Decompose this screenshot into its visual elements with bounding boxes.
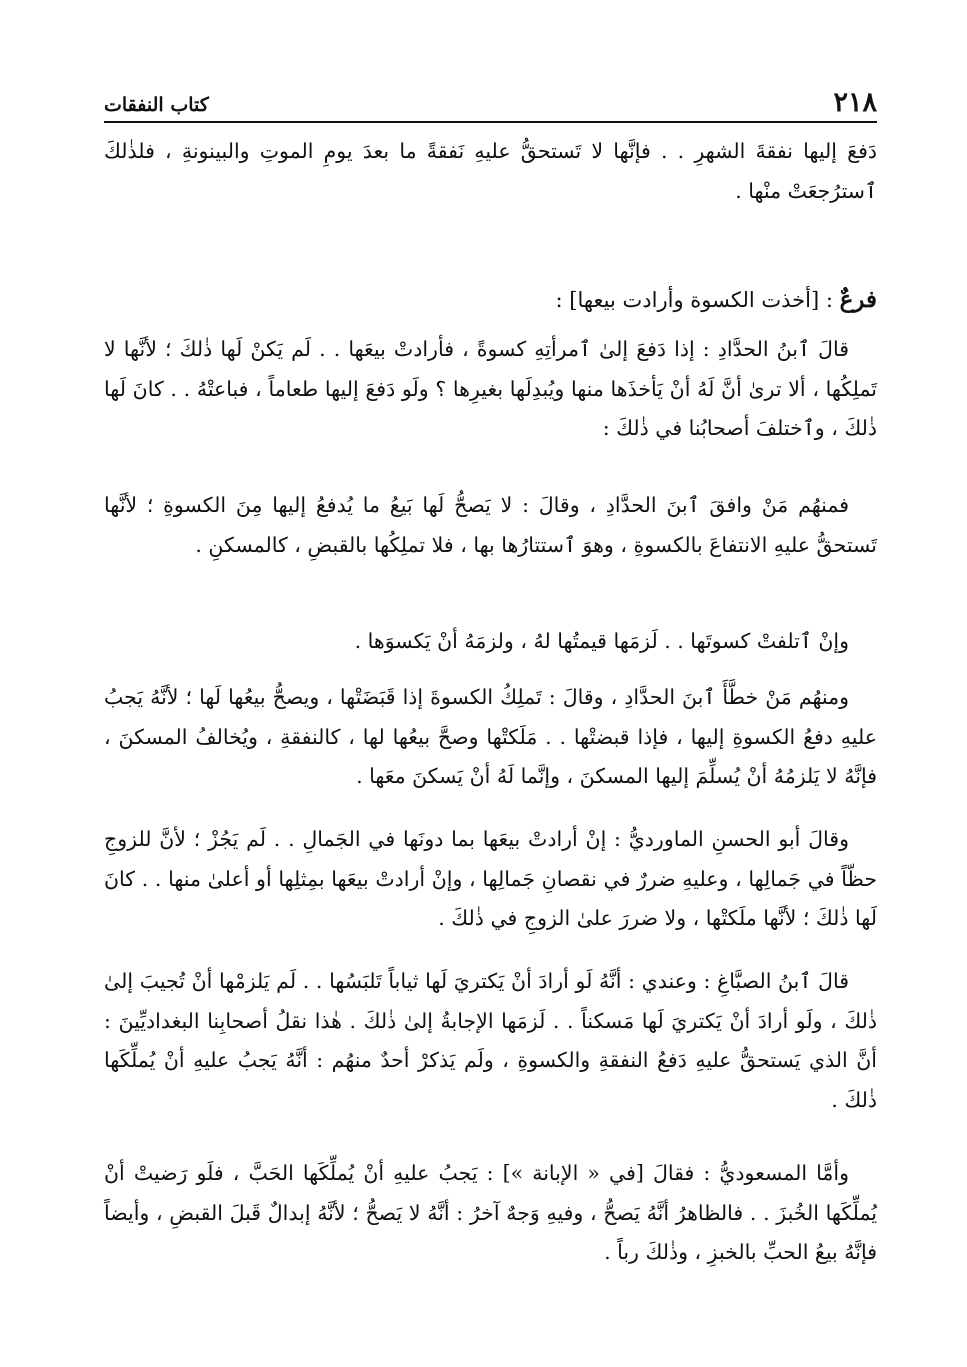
running-title: كتاب النفقات bbox=[104, 94, 209, 116]
continuation-paragraph: دَفعَ إليها نفقةَ الشهرِ . . فإنَّها لا تَستحقُّ عليهِ نَفقةً ما بعدَ يومِ الموتِ والبينونةِ ، فلذٰلكَ ٱسترُجعَتْ منْها . bbox=[104, 139, 877, 203]
section-heading bbox=[104, 282, 877, 318]
paragraph-text: ومنهُم مَنْ خطَّأَ ٱبنَ الحدَّادِ ، وقالَ : تَملِكُ الكسوةَ إذا قَبَضَتْها ، ويصحُّ بيعُها لَها ؛ لأنَّهُ يَجبُ عليهِ دفعُ الكسوةِ إليها ، فإذا قبضتْها . . مَلَكتْها وصحَّ بيعُها لها ، كالنفقةِ ، ويُخالفُ المسكنَ ، فإنَّهُ لا يَلزمُهُ أنْ يُسلِّمَ إليها المسكنَ ، وإنَّما لَهُ أنْ يَسكنَ معَها . bbox=[104, 685, 877, 788]
section-lead: فرعٌ bbox=[839, 286, 877, 313]
header-rule bbox=[104, 121, 877, 123]
section-title: : [أخذت الكسوة وأرادت بيعها] : bbox=[555, 288, 840, 312]
paragraph-text: وقالَ أبو الحسنِ الماورديُّ : إنْ أرادتْ بيعَها بما دونَها في الجَمالِ . . لَم يَجُزْ ؛ لأنَّ للزوجِ حظّاً في جَمالِها ، وعليهِ ضررٌ في نقصانِ جَمالِها ، وإنْ أرادتْ بيعَها بمِثلِها أو أعلىٰ منها . . كانَ لَها ذٰلكَ ؛ لأنَّها ملَكتْها ، ولا ضررَ علىٰ الزوجِ في ذٰلكَ . bbox=[104, 827, 877, 930]
continuation-block bbox=[104, 132, 877, 211]
paragraph-4 bbox=[104, 678, 877, 797]
paragraph-2 bbox=[104, 486, 877, 565]
paragraph-6 bbox=[104, 962, 877, 1120]
paragraph-1 bbox=[104, 330, 877, 449]
paragraph-3 bbox=[104, 622, 877, 662]
paragraph-text: فمنهُم مَنْ وافقَ ٱبنَ الحدَّادِ ، وقالَ : لا يَصحُّ لَها بَيعُ ما يُدفعُ إليها مِنَ الكسوةِ ؛ لأنَّها تَستحقُّ عليهِ الانتفاعَ بالكسوةِ ، وهوَ ٱستتارُها بها ، فلا تملِكُها بالقبضِ ، كالمسكنِ . bbox=[104, 493, 877, 557]
page-header bbox=[104, 82, 877, 118]
paragraph-text: قالَ ٱبنُ الصبَّاغِ : وعندي : أنَّهُ لَو أرادَ أنْ يَكتريَ لَها ثياباً تَلبَسُها . . لَم يَلزمْها أنْ تُجيبَ إلىٰ ذٰلكَ ، ولَو أرادَ أنْ يَكتريَ لَها مَسكناً . . لَزمَها الإجابةُ إلىٰ ذٰلكَ . هٰذا نقلُ أصحابِنا البغداديِّينَ : أنَّ الذي يَستحقُّ عليهِ دَفعُ النفقةِ والكسوةِ ، ولَم يَذكرْ أحدٌ منهُم : أنَّهُ يَجبُ عليهِ أنْ يُملِّكَها ذٰلكَ . bbox=[104, 969, 877, 1112]
paragraph-text: قالَ ٱبنُ الحدَّادِ : إذا دَفعَ إلىٰ ٱمرأتِهِ كسوةً ، فأرادتْ بيعَها . . لَم يَكنْ لَها ذٰلكَ ؛ لأنَّها لا تَملِكُها ، ألا ترىٰ أنَّ لَهُ أنْ يَأخذَها منها ويُبدِلَها بغيرِها ؟ ولَو دَفعَ إليها طعاماً ، فباعتْهُ . . كانَ لَها ذٰلكَ ، وٱختلفَ أصحابُنا في ذٰلكَ : bbox=[104, 337, 877, 440]
paragraph-7 bbox=[104, 1154, 877, 1273]
paragraph-text: وأمَّا المسعوديُّ : فقالَ [في « الإبانة »] : يَجبُ عليهِ أنْ يُملِّكَها الحَبَّ ، فلَو رَضيتْ أنْ يُملِّكَها الخُبزَ . . فالظاهرُ أنَّهُ يَصحُّ ، وفيهِ وَجهٌ آخرُ : أنَّهُ لا يَصحُّ ؛ لأنَّهُ إبدالٌ قَبلَ القبضِ ، وأيضاً فإنَّهُ بيعُ الحبِّ بالخبزِ ، وذٰلكَ رباً . bbox=[104, 1161, 877, 1264]
paragraph-5 bbox=[104, 820, 877, 939]
paragraph-text: وإنْ ٱتلفتْ كسوتَها . . لَزمَها قيمتُها لهُ ، ولزمَهُ أنْ يَكسوَها . bbox=[354, 629, 849, 653]
page-number: ٢١٨ bbox=[833, 87, 877, 118]
